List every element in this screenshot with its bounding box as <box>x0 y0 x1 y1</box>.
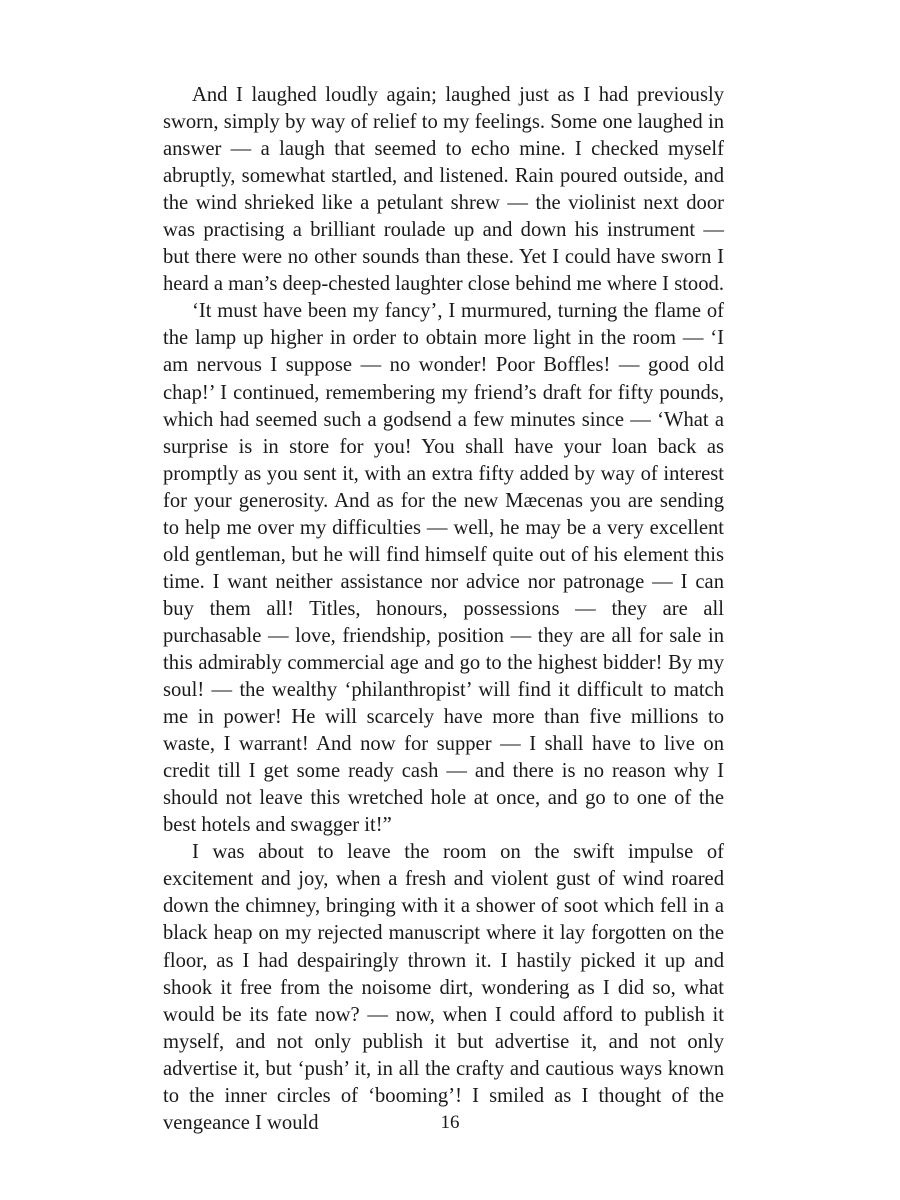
paragraph-3: I was about to leave the room on the swift impulse of excitement and joy, when a fresh and violent gust of wind roared down the chimney, bringing with it a shower of soot which fell in a black heap on my rejected manuscript where it lay forgotten on the floor, as I had despairingly thrown it. I hastily picked it up and shook it free from the noisome dirt, wondering as I did so, what would be its fate now? — now, when I could afford to publish it myself, and not only publish it but advertise it, and not only advertise it, but ‘push’ it, in all the crafty and cautious ways known to the inner circles of ‘booming’! I smiled as I thought of the vengeance I would <box>163 841 724 1134</box>
paragraph-1: And I laughed loudly again; laughed just as I had previously sworn, simply by way of relief to my feelings. Some one laughed in answer — a laugh that seemed to echo mine. I checked myself abruptly, somewhat startled, and listened. Rain poured outside, and the wind shrieked like a petulant shrew — the violinist next door was practising a brilliant roulade up and down his instrument — but there were no other sounds than these. Yet I could have sworn I heard a man’s deep-chested laughter close behind me where I stood. <box>163 84 724 296</box>
page-number: 16 <box>440 1112 460 1133</box>
page-body <box>163 82 724 1137</box>
paragraph-2: ‘It must have been my fancy’, I murmured, turning the flame of the lamp up higher in order to obtain more light in the room — ‘I am nervous I suppose — no wonder! Poor Boffles! — good old chap!’ I continued, remembering my friend’s draft for fifty pounds, which had seemed such a godsend a few minutes since — ‘What a surprise is in store for you! You shall have your loan back as promptly as you sent it, with an extra fifty added by way of interest for your generosity. And as for the new Mæcenas you are sending to help me over my difficulties — well, he may be a very excellent old gentleman, but he will find himself quite out of his element this time. I want neither assistance nor advice nor patronage — I can buy them all! Titles, honours, possessions — they are all purchasable — love, friendship, position — they are all for sale in this admirably commercial age and go to the highest bidder! By my soul! — the wealthy ‘philanthropist’ will find it difficult to match me in power! He will scarcely have more than five millions to waste, I warrant! And now for supper — I shall have to live on credit till I get some ready cash — and there is no reason why I should not leave this wretched hole at once, and go to one of the best hotels and swagger it!” <box>163 300 724 837</box>
